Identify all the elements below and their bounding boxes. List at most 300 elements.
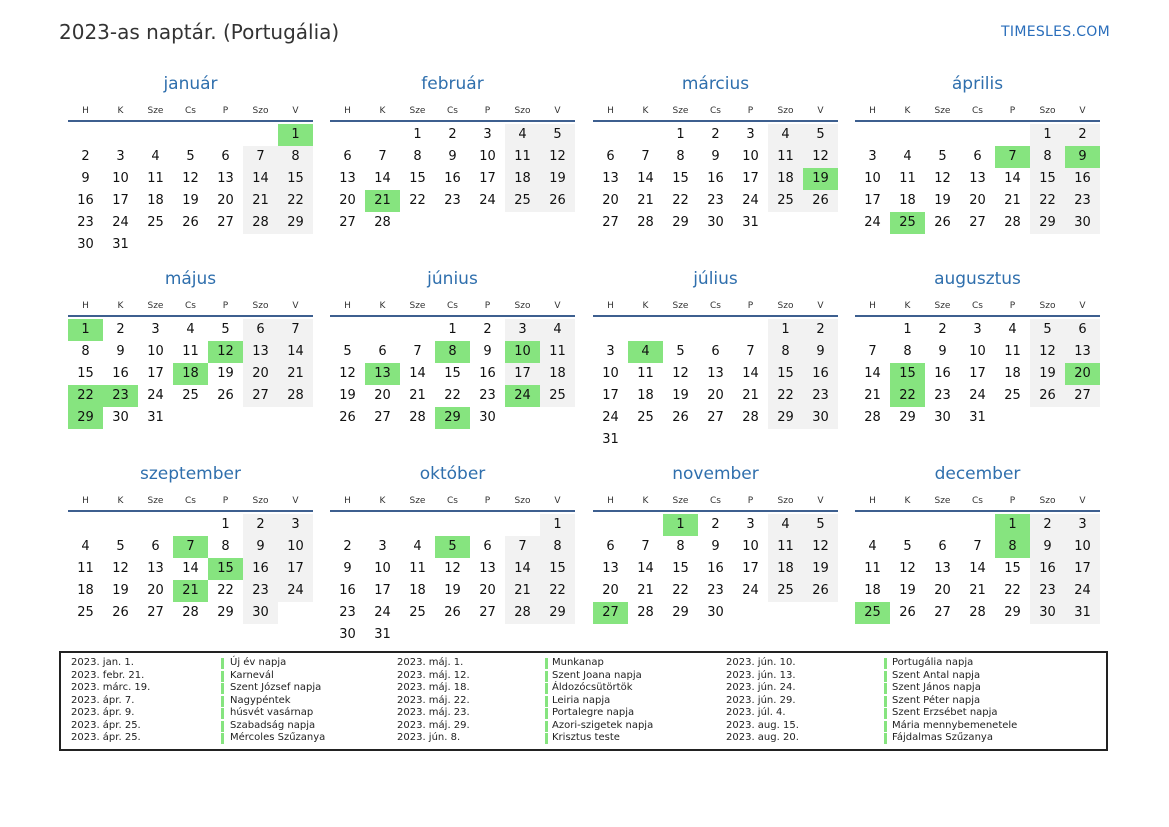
day-cell: 20 [243,363,278,385]
holiday-day-cell: 8 [995,536,1030,558]
weekday-label: Szo [252,106,269,116]
month-name: szeptember [140,464,241,484]
day-cell: 12 [803,536,838,558]
day-cell: 5 [676,344,685,359]
weekday-label: Szo [777,496,794,506]
weekday-label: V [1079,496,1086,506]
day-cell: 31 [969,410,986,425]
day-cell: 2 [81,149,90,164]
weekday-label: K [642,496,649,506]
day-cell: 5 [1030,319,1065,341]
day-cell: 2 [938,322,947,337]
day-cell: 25 [77,605,94,620]
day-cell: 14 [505,558,540,580]
weekday-label: K [379,496,386,506]
holiday-marker [545,658,548,669]
day-cell: 25 [182,388,199,403]
weekday-label: P [222,301,229,311]
day-cell: 21 [864,388,881,403]
day-cell: 7 [413,344,422,359]
weekday-label: Cs [185,301,196,311]
weekday-label: Sze [934,301,951,311]
day-cell: 10 [969,344,986,359]
weekday-label: Cs [447,301,458,311]
day-cell: 11 [768,146,803,168]
weekday-label: Szo [1039,106,1056,116]
day-cell: 2 [483,322,492,337]
day-cell: 21 [637,583,654,598]
holiday-day-cell: 18 [173,363,208,385]
holiday-name: Krisztus teste [552,732,620,743]
weekday-label: Cs [185,496,196,506]
day-cell: 17 [112,193,129,208]
day-cell: 30 [1030,602,1065,624]
day-cell: 18 [147,193,164,208]
day-cell: 11 [147,171,164,186]
page-title: 2023-as naptár. (Portugália) [59,20,340,44]
month-name: február [421,74,484,94]
holiday-marker [221,683,224,694]
day-cell: 20 [602,583,619,598]
day-cell: 14 [742,366,759,381]
day-cell: 8 [903,344,912,359]
holiday-name: Szent József napja [230,682,322,693]
day-cell: 15 [409,171,426,186]
day-cell: 15 [540,558,575,580]
weekday-label: Sze [147,106,164,116]
weekday-label: V [817,301,824,311]
day-cell: 26 [803,580,838,602]
day-cell: 14 [864,366,881,381]
weekday-label: H [869,106,876,116]
holiday-date: 2023. ápr. 25. [71,732,141,743]
holiday-day-cell: 15 [208,558,243,580]
day-cell: 19 [899,583,916,598]
day-cell: 30 [934,410,951,425]
day-cell: 11 [1004,344,1021,359]
holiday-date: 2023. júl. 4. [726,707,786,718]
day-cell: 29 [672,215,689,230]
day-cell: 11 [637,366,654,381]
weekday-label: V [292,301,299,311]
day-cell: 27 [1065,385,1100,407]
day-cell: 12 [1030,341,1065,363]
day-cell: 22 [409,193,426,208]
holiday-day-cell: 1 [278,124,313,146]
weekday-label: Sze [409,106,426,116]
day-cell: 29 [1004,605,1021,620]
day-cell: 8 [676,539,685,554]
day-cell: 17 [602,388,619,403]
day-cell: 10 [112,171,129,186]
day-cell: 4 [413,539,422,554]
holiday-marker [221,733,224,744]
day-cell: 2 [448,127,457,142]
day-cell: 10 [479,149,496,164]
day-cell: 19 [934,193,951,208]
header-rule [593,120,838,122]
weekday-label: P [222,496,229,506]
weekday-label: P [747,496,754,506]
day-cell: 18 [77,583,94,598]
day-cell: 28 [374,215,391,230]
day-cell: 20 [707,388,724,403]
day-cell: 4 [1008,322,1017,337]
weekday-label: Cs [972,496,983,506]
day-cell: 20 [969,193,986,208]
holiday-name: Áldozócsütörtök [552,682,633,693]
holiday-date: 2023. jún. 24. [726,682,796,693]
weekday-label: Sze [409,496,426,506]
day-cell: 6 [606,149,615,164]
day-cell: 10 [864,171,881,186]
day-cell: 12 [339,366,356,381]
day-cell: 18 [409,583,426,598]
day-cell: 13 [707,366,724,381]
day-cell: 9 [938,344,947,359]
day-cell: 18 [768,168,803,190]
day-cell: 4 [186,322,195,337]
day-cell: 30 [112,410,129,425]
weekday-label: Cs [710,106,721,116]
holiday-name: Karnevál [230,669,274,681]
day-cell: 22 [217,583,234,598]
day-cell: 23 [1065,190,1100,212]
day-cell: 16 [243,558,278,580]
weekday-label: Sze [147,496,164,506]
holiday-day-cell: 4 [628,341,663,363]
day-cell: 15 [1030,168,1065,190]
header-rule [330,120,575,122]
header-rule [593,510,838,512]
day-cell: 5 [903,539,912,554]
holiday-date: 2023. jan. 1. [71,657,134,668]
holiday-day-cell: 13 [365,363,400,385]
holiday-marker [545,733,548,744]
holiday-marker [221,721,224,732]
day-cell: 20 [602,193,619,208]
day-cell: 24 [374,605,391,620]
holiday-day-cell: 23 [103,385,138,407]
holiday-name: Új év napja [230,657,287,668]
day-cell: 16 [707,171,724,186]
day-cell: 14 [409,366,426,381]
day-cell: 8 [81,344,90,359]
day-cell: 23 [339,605,356,620]
day-cell: 12 [803,146,838,168]
day-cell: 22 [672,583,689,598]
day-cell: 5 [803,124,838,146]
day-cell: 15 [768,363,803,385]
day-cell: 25 [768,190,803,212]
holiday-day-cell: 21 [173,580,208,602]
day-cell: 17 [278,558,313,580]
holiday-date: 2023. ápr. 25. [71,719,141,731]
weekday-label: H [82,496,89,506]
day-cell: 13 [934,561,951,576]
holiday-day-cell: 19 [803,168,838,190]
day-cell: 26 [339,410,356,425]
day-cell: 14 [969,561,986,576]
holiday-date: 2023. jún. 8. [397,732,461,743]
day-cell: 27 [243,385,278,407]
holiday-marker [545,708,548,719]
holiday-name: Portugália napja [892,657,974,668]
day-cell: 6 [711,344,720,359]
weekday-label: Cs [972,301,983,311]
weekday-label: P [222,106,229,116]
weekday-label: H [344,106,351,116]
day-cell: 8 [1030,146,1065,168]
day-cell: 17 [505,363,540,385]
day-cell: 30 [707,215,724,230]
holiday-date: 2023. máj. 23. [397,707,470,718]
holiday-name: Szabadság napja [230,719,316,731]
day-cell: 6 [973,149,982,164]
weekday-label: H [344,496,351,506]
day-cell: 14 [374,171,391,186]
day-cell: 23 [479,388,496,403]
day-cell: 16 [1030,558,1065,580]
day-cell: 25 [147,215,164,230]
day-cell: 22 [278,190,313,212]
holiday-day-cell: 1 [68,319,103,341]
day-cell: 19 [112,583,129,598]
day-cell: 31 [147,410,164,425]
weekday-label: P [747,301,754,311]
day-cell: 14 [637,561,654,576]
day-cell: 6 [221,149,230,164]
day-cell: 11 [505,146,540,168]
day-cell: 11 [182,344,199,359]
day-cell: 19 [540,168,575,190]
weekday-label: V [554,496,561,506]
header-rule [68,510,313,512]
weekday-label: Sze [147,301,164,311]
header-rule [68,120,313,122]
day-cell: 17 [479,171,496,186]
day-cell: 16 [444,171,461,186]
day-cell: 17 [147,366,164,381]
day-cell: 22 [1030,190,1065,212]
day-cell: 1 [221,517,230,532]
day-cell: 17 [1065,558,1100,580]
day-cell: 5 [343,344,352,359]
weekday-label: P [484,301,491,311]
day-cell: 2 [243,514,278,536]
day-cell: 21 [409,388,426,403]
day-cell: 3 [1065,514,1100,536]
weekday-label: V [1079,301,1086,311]
day-cell: 3 [505,319,540,341]
day-cell: 7 [505,536,540,558]
day-cell: 14 [637,171,654,186]
day-cell: 21 [969,583,986,598]
day-cell: 6 [343,149,352,164]
day-cell: 25 [409,605,426,620]
day-cell: 7 [973,539,982,554]
day-cell: 29 [899,410,916,425]
holiday-day-cell: 25 [890,212,925,234]
day-cell: 28 [243,212,278,234]
holiday-marker [545,696,548,707]
day-cell: 9 [1030,536,1065,558]
weekday-label: Sze [672,301,689,311]
weekday-label: K [379,301,386,311]
day-cell: 2 [343,539,352,554]
day-cell: 24 [969,388,986,403]
day-cell: 17 [969,366,986,381]
day-cell: 23 [444,193,461,208]
day-cell: 11 [899,171,916,186]
day-cell: 10 [374,561,391,576]
day-cell: 16 [479,366,496,381]
day-cell: 10 [602,366,619,381]
day-cell: 12 [899,561,916,576]
day-cell: 13 [1065,341,1100,363]
day-cell: 20 [217,193,234,208]
day-cell: 17 [864,193,881,208]
weekday-label: H [82,106,89,116]
day-cell: 23 [707,193,724,208]
day-cell: 17 [742,561,759,576]
holiday-day-cell: 15 [890,363,925,385]
holiday-date: 2023. jún. 29. [726,694,796,706]
day-cell: 25 [1004,388,1021,403]
day-cell: 20 [374,388,391,403]
holiday-marker [884,721,887,732]
day-cell: 13 [479,561,496,576]
header-rule [330,510,575,512]
holiday-day-cell: 7 [995,146,1030,168]
day-cell: 8 [540,536,575,558]
holiday-marker [884,708,887,719]
day-cell: 6 [483,539,492,554]
holiday-day-cell: 20 [1065,363,1100,385]
day-cell: 10 [147,344,164,359]
day-cell: 4 [903,149,912,164]
weekday-label: Szo [252,301,269,311]
day-cell: 15 [278,168,313,190]
day-cell: 24 [1065,580,1100,602]
holiday-name: Szent Joana napja [552,669,642,681]
day-cell: 5 [938,149,947,164]
header-rule [68,315,313,317]
day-cell: 26 [182,215,199,230]
day-cell: 12 [934,171,951,186]
day-cell: 28 [969,605,986,620]
day-cell: 5 [803,514,838,536]
day-cell: 5 [540,124,575,146]
day-cell: 12 [112,561,129,576]
day-cell: 12 [182,171,199,186]
weekday-label: Sze [934,106,951,116]
day-cell: 21 [278,363,313,385]
day-cell: 9 [711,149,720,164]
day-cell: 3 [868,149,877,164]
day-cell: 26 [803,190,838,212]
holiday-marker [221,671,224,682]
day-cell: 24 [147,388,164,403]
day-cell: 27 [934,605,951,620]
holiday-date: 2023. máj. 22. [397,694,470,706]
brand-link[interactable]: TIMESLES.COM [1001,24,1110,40]
weekday-label: Szo [1039,301,1056,311]
weekday-label: K [904,106,911,116]
day-cell: 3 [606,344,615,359]
day-cell: 22 [540,580,575,602]
day-cell: 17 [374,583,391,598]
day-cell: 9 [803,341,838,363]
day-cell: 5 [221,322,230,337]
weekday-label: V [817,496,824,506]
weekday-label: K [642,106,649,116]
weekday-label: K [904,496,911,506]
holiday-name: Szent Péter napja [892,694,981,706]
day-cell: 2 [803,319,838,341]
weekday-label: H [344,301,351,311]
day-cell: 8 [768,341,803,363]
day-cell: 18 [540,363,575,385]
day-cell: 22 [768,385,803,407]
day-cell: 8 [278,146,313,168]
day-cell: 1 [676,127,685,142]
day-cell: 21 [505,580,540,602]
month-name: január [163,74,218,94]
day-cell: 28 [864,410,881,425]
day-cell: 24 [479,193,496,208]
day-cell: 18 [864,583,881,598]
day-cell: 16 [803,363,838,385]
day-cell: 15 [672,561,689,576]
day-cell: 9 [343,561,352,576]
day-cell: 3 [116,149,125,164]
day-cell: 11 [77,561,94,576]
day-cell: 13 [969,171,986,186]
weekday-label: Cs [710,301,721,311]
day-cell: 7 [243,146,278,168]
day-cell: 10 [278,536,313,558]
weekday-label: P [1009,106,1016,116]
day-cell: 20 [147,583,164,598]
day-cell: 22 [1004,583,1021,598]
header-rule [593,315,838,317]
day-cell: 23 [77,215,94,230]
header-rule [855,315,1100,317]
day-cell: 1 [903,322,912,337]
day-cell: 7 [746,344,755,359]
day-cell: 13 [243,341,278,363]
day-cell: 31 [1065,602,1100,624]
day-cell: 16 [707,561,724,576]
holiday-marker [884,658,887,669]
weekday-label: P [1009,301,1016,311]
month-name: június [427,269,478,289]
day-cell: 18 [768,558,803,580]
weekday-label: H [607,301,614,311]
day-cell: 6 [151,539,160,554]
holiday-day-cell: 29 [68,407,103,429]
weekday-label: K [117,301,124,311]
day-cell: 19 [803,558,838,580]
day-cell: 23 [934,388,951,403]
holiday-day-cell: 24 [505,385,540,407]
weekday-label: H [82,301,89,311]
day-cell: 3 [483,127,492,142]
holiday-name: Munkanap [552,657,604,668]
day-cell: 7 [641,539,650,554]
weekday-label: H [607,106,614,116]
